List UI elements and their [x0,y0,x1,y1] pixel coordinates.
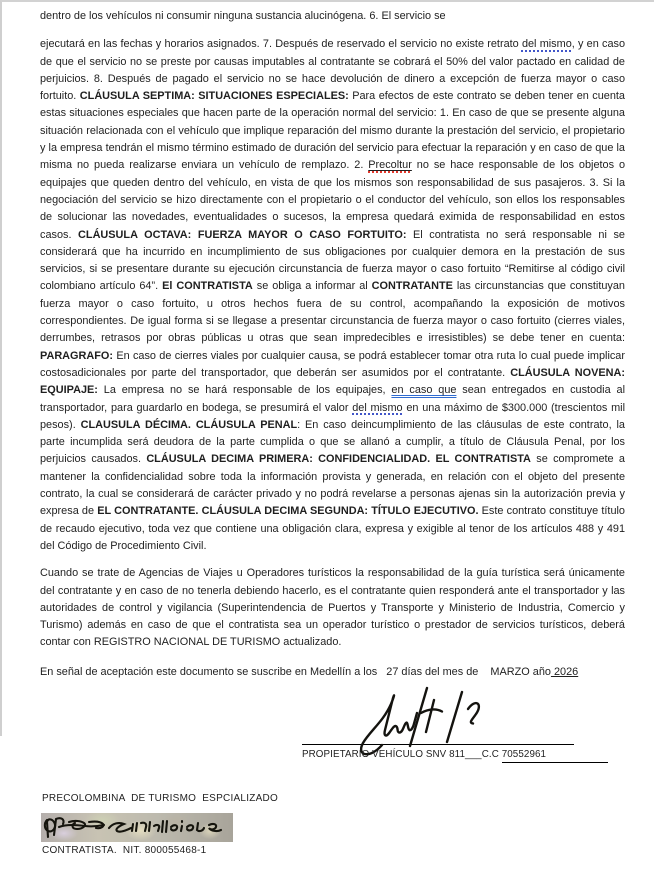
owner-label: PROPIETARIO VEHÍCULO SNV 811 [302,748,466,760]
contractor-company-name: PRECOLOMBINA DE TURISMO ESPCIALIZADO [42,792,279,804]
owner-gap: ___ [465,748,482,760]
acceptance-line [40,664,625,681]
acceptance-text: En señal de aceptación este documento se suscribe en Medellín a los 27 días del mes de MARZO año [40,665,551,678]
contract-continuation-line: dentro de los vehículos ni consumir ninguna sustancia alucinógena. 6. El servicio se [40,10,446,22]
owner-signature-line [302,744,574,745]
agencies-liability-paragraph: Cuando se trate de Agencias de Viajes u Operadores turísticos la responsabilidad de la guía turística será únicamente del contratante y en caso de no tenerla debiendo hacerlo, es el contratante quien responderá ante el transportador y las autoridades de control y vigilancia (Superintendencia de Puertos y Transporte y Ministerio de Industria, Comercio y Turismo) además en caso de que el contratista sea un operador turístico o prestador de servicios turísticos, deberá contar con REGISTRO NACIONAL DE TURISMO actualizado. [40,567,625,649]
scanned-signature-stamp-icon [41,813,233,842]
acceptance-year: 2026 [550,665,579,678]
owner-cc-label: C.C [481,748,502,760]
contract-body [40,8,626,857]
owner-cc-value: 70552961 [502,747,608,763]
contract-clauses-paragraph: ejecutará en las fechas y horarios asignados. 7. Después de reservado el servicio no existe retrato del mismo, y en caso de que el servicio no se preste por causas imputables al contratante se cobrará el 50% del valor pactado en calidad de perjuicios. 8. Después de pagado el servicio no se hace devolución de dinero a excepción de fuerza mayor o caso fortuito. CLÁUSULA SEPTIMA: SITUACIONES ESPECIALES: Para efectos de este contrato se deben tener en cuenta estas situaciones especiales que hacen parte de la operación normal del servicio: 1. En caso de que se presente alguna situación relacionada con el vehículo que implique reparación del mismo durante la prestación del servicio, el propietario y la empresa tendrán el mismo término estimado de duración del servicio para efectuar la reparación y en caso de que la misma no pueda realizarse enviara un vehículo de remplazo. 2. Precoltur no se hace responsable de los objetos o equipajes que queden dentro del vehículo, en vista de que los mismos son responsabilidad de sus pasajeros. 3. Si la negociación del servicio se hizo directamente con el propietario o el conductor del vehículo, son ellos los responsables de solucionar las novedades, eventualidades o sucesos, la empresa quedará eximida de responsabilidad en estos casos. CLÁUSULA OCTAVA: FUERZA MAYOR O CASO FORTUITO: El contratista no será responsable ni se considerará que ha incurrido en incumplimiento de sus obligaciones por cualquier demora en la prestación de sus servicios, si se presentare durante su ejecución circunstancia de fuerza mayor o caso fortuito “Remitirse al código civil colombiano artículo 64”. El CONTRATISTA se obliga a informar al CONTRATANTE las circunstancias que constituyan fuerza mayor o caso fortuito, u otros hechos fuera de su control, acompañando la exposición de motivos correspondientes. De igual forma si se llegase a presentar circunstancia de fuerza mayor o caso fortuito (cierres viales, derrumbes, retrasos por obras públicas u otras que sean impredecibles e irresistibles) se debe tener en cuenta: PARAGRAFO: En caso de cierres viales por cualquier causa, se podrá establecer tomar otra ruta lo cual puede implicar costosadicionales por parte del transportador, que deberán ser asumidos por el contratante. CLÁUSULA NOVENA: EQUIPAJE: La empresa no se hará responsable de los equipajes, en caso que sean entregados en custodia al transportador, para guardarlo en bodega, se presumirá el valor del mismo en una máximo de $300.000 (trescientos mil pesos). CLAUSULA DÉCIMA. CLÁUSULA PENAL: En caso deincumplimiento de las cláusulas de este contrato, la parte incumplida será deudora de la parte cumplida o que se allanó a cumplir, a título de Cláusula Penal, por los perjuicios causados. CLÁUSULA DECIMA PRIMERA: CONFIDENCIALIDAD. EL CONTRATISTA se compromete a mantener la confidencialidad sobre toda la información provista y generada, en relación con el objeto del presente contrato, la cual se considerará de carácter privado y no podrá revelarse a personas ajenas sin la autorización previa y expresa de EL CONTRATANTE. CLÁUSULA DECIMA SEGUNDA: TÍTULO EJECUTIVO. Este contrato constituye título de recaudo ejecutivo, toda vez que contiene una obligación clara, expresa y exigible al tenor de los artículos 488 y 491 del Código de Procedimiento Civil. [40,38,626,552]
owner-signature-caption [302,747,574,763]
contractor-role-nit: CONTRATISTA. NIT. 800055468-1 [42,845,207,857]
signature-section [40,697,625,857]
owner-signature-block [302,683,574,763]
